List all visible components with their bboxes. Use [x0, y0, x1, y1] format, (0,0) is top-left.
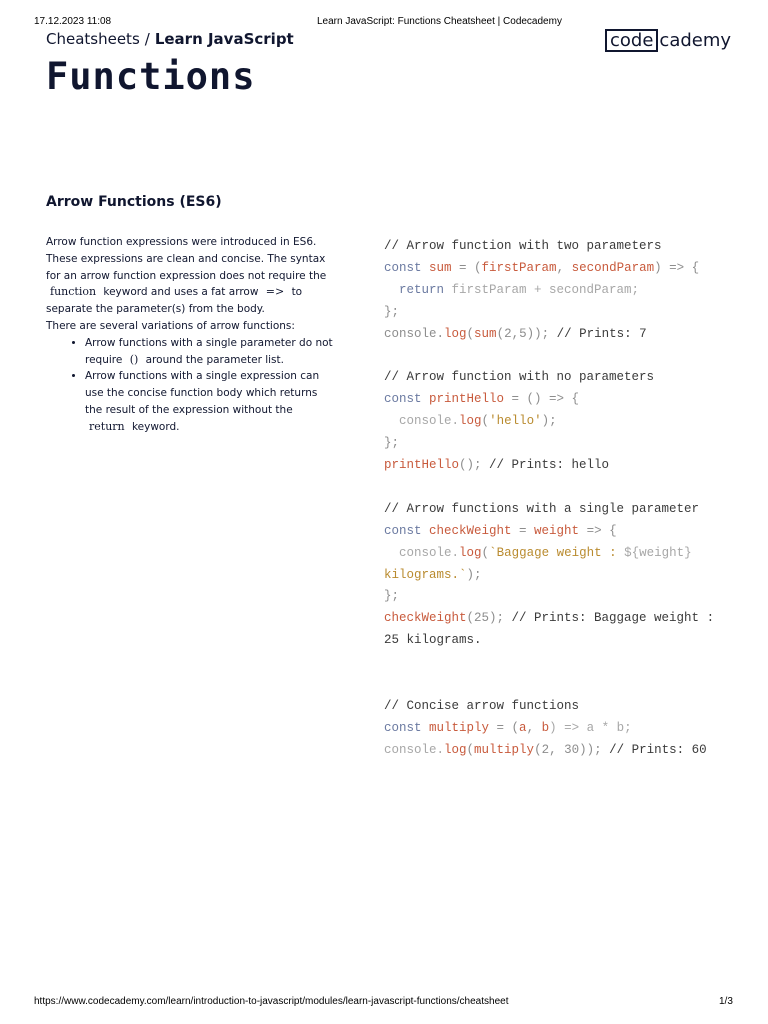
code-line: [384, 521, 724, 543]
variations-list: [46, 335, 334, 436]
codecademy-logo[interactable]: [605, 29, 731, 52]
inline-code-function: function: [50, 285, 97, 299]
code-punct: =: [511, 523, 535, 538]
code-blank-line: [384, 652, 724, 674]
code-keyword: const: [384, 260, 430, 275]
code-line: [384, 302, 724, 324]
code-comment: // Prints: 60: [609, 742, 707, 757]
code-identifier: printHello: [384, 458, 460, 473]
code-string: 'hello': [489, 414, 542, 429]
code-line: [384, 324, 724, 346]
code-comment: // Prints: Baggage weight : 25 kilograms.: [384, 611, 722, 648]
intro-text-2: keyword and uses a fat arrow: [103, 286, 259, 299]
code-identifier: a: [519, 720, 527, 735]
code-punct: (: [466, 326, 475, 341]
breadcrumb-parent-link[interactable]: Cheatsheets: [46, 30, 140, 48]
list-item: [85, 335, 334, 369]
intro-text-3: to separate the parameter(s) from the body.: [46, 286, 303, 316]
code-punct: = (: [451, 260, 482, 275]
code-expression: firstParam + secondParam;: [451, 282, 640, 297]
code-line: [384, 499, 724, 521]
code-comment: // Prints: 7: [556, 326, 647, 341]
code-identifier: log: [459, 414, 482, 429]
logo-boxed-part: code: [605, 29, 658, 52]
code-line: [384, 367, 724, 389]
code-line: [384, 543, 724, 587]
code-object: console.: [384, 414, 460, 429]
code-string: kilograms.`: [384, 545, 700, 582]
code-blank-line: [384, 674, 724, 696]
bullet-2-text-2: keyword.: [131, 420, 180, 433]
code-identifier: log: [444, 326, 467, 341]
breadcrumb-separator: /: [144, 30, 150, 48]
code-punct: (2,5));: [496, 326, 557, 341]
intro-text-1: Arrow function expressions were introduced in ES6. These expressions are clean and concise. The syntax for an arrow function expression does not require the: [46, 236, 327, 282]
code-punct: (2, 30));: [534, 742, 610, 757]
code-line: [384, 258, 724, 280]
code-keyword: const: [384, 523, 430, 538]
section-description: [46, 234, 334, 436]
code-comment: // Arrow functions with a single parameter: [384, 501, 700, 516]
code-punct: ) => {: [654, 260, 700, 275]
code-keyword: return: [384, 282, 452, 297]
code-comment: // Arrow function with no parameters: [384, 370, 655, 385]
print-page-number: 1/3: [719, 996, 733, 1007]
code-punct: ) => a * b;: [549, 720, 632, 735]
code-identifier: b: [541, 720, 550, 735]
code-punct: = () => {: [504, 392, 580, 407]
code-punct: (25);: [466, 611, 512, 626]
code-line: [384, 455, 724, 477]
code-identifier: weight: [534, 523, 580, 538]
code-comment: // Concise arrow functions: [384, 698, 580, 713]
print-url: https://www.codecademy.com/learn/introduction-to-javascript/modules/learn-javascript-functions/cheatsheet: [34, 996, 509, 1007]
code-punct: );: [466, 567, 482, 582]
code-punct: };: [384, 304, 400, 319]
code-line: [384, 718, 724, 740]
code-line: [384, 608, 724, 652]
code-blank-line: [384, 477, 724, 499]
code-line: [384, 280, 724, 302]
code-comment: // Prints: hello: [489, 458, 610, 473]
code-keyword: const: [384, 720, 430, 735]
code-identifier: log: [459, 545, 482, 560]
code-punct: => {: [579, 523, 617, 538]
code-punct: };: [384, 589, 400, 604]
list-item: [85, 368, 334, 435]
print-datetime: 17.12.2023 11:08: [34, 16, 112, 27]
code-line: [384, 696, 724, 718]
code-object: console.: [384, 326, 445, 341]
inline-code-parens: (): [129, 352, 139, 366]
logo-text-part: cademy: [659, 30, 732, 51]
bullet-1-text-2: around the parameter list.: [145, 353, 284, 366]
code-line: [384, 236, 724, 258]
bullet-2-text-1: Arrow functions with a single expression can use the concise function body which returns the result of the expression without the: [85, 370, 320, 416]
intro-paragraph: [46, 234, 334, 318]
code-object: console.: [384, 742, 445, 757]
code-punct: );: [541, 414, 557, 429]
breadcrumb: [46, 30, 294, 48]
variations-intro: There are several variations of arrow functions:: [46, 319, 295, 332]
code-identifier: firstParam: [481, 260, 557, 275]
code-identifier: log: [444, 742, 467, 757]
inline-code-arrow: =>: [265, 285, 285, 299]
code-blank-line: [384, 346, 724, 368]
code-punct: };: [384, 436, 400, 451]
code-line: [384, 740, 724, 762]
code-punct: (: [481, 545, 490, 560]
code-identifier: sum: [429, 260, 452, 275]
code-example: [384, 236, 724, 762]
code-interpolation: ${weight}: [624, 545, 692, 560]
code-comment: // Arrow function with two parameters: [384, 239, 662, 253]
code-punct: = (: [489, 720, 520, 735]
code-line: [384, 389, 724, 411]
bullet-1-text-1: Arrow functions with a single parameter do not require: [85, 336, 333, 366]
code-identifier: multiply: [429, 720, 490, 735]
code-line: [384, 433, 724, 455]
code-identifier: checkWeight: [384, 611, 467, 626]
code-punct: ,: [526, 720, 542, 735]
code-identifier: checkWeight: [429, 523, 512, 538]
code-object: console.: [384, 545, 460, 560]
code-identifier: printHello: [429, 392, 505, 407]
code-punct: (: [481, 414, 490, 429]
code-keyword: const: [384, 392, 430, 407]
section-title: Arrow Functions (ES6): [46, 194, 222, 210]
code-line: [384, 586, 724, 608]
code-punct: ();: [459, 458, 490, 473]
code-identifier: secondParam: [571, 260, 655, 275]
code-punct: ,: [556, 260, 572, 275]
code-identifier: multiply: [474, 742, 535, 757]
code-line: [384, 411, 724, 433]
inline-code-return: return: [89, 419, 125, 433]
code-string: `Baggage weight :: [489, 545, 625, 560]
breadcrumb-current[interactable]: Learn JavaScript: [154, 30, 294, 48]
code-identifier: sum: [474, 326, 497, 341]
print-page-title: Learn JavaScript: Functions Cheatsheet | Codecademy: [317, 16, 562, 27]
page-title: Functions: [46, 55, 256, 98]
code-punct: (: [466, 742, 475, 757]
